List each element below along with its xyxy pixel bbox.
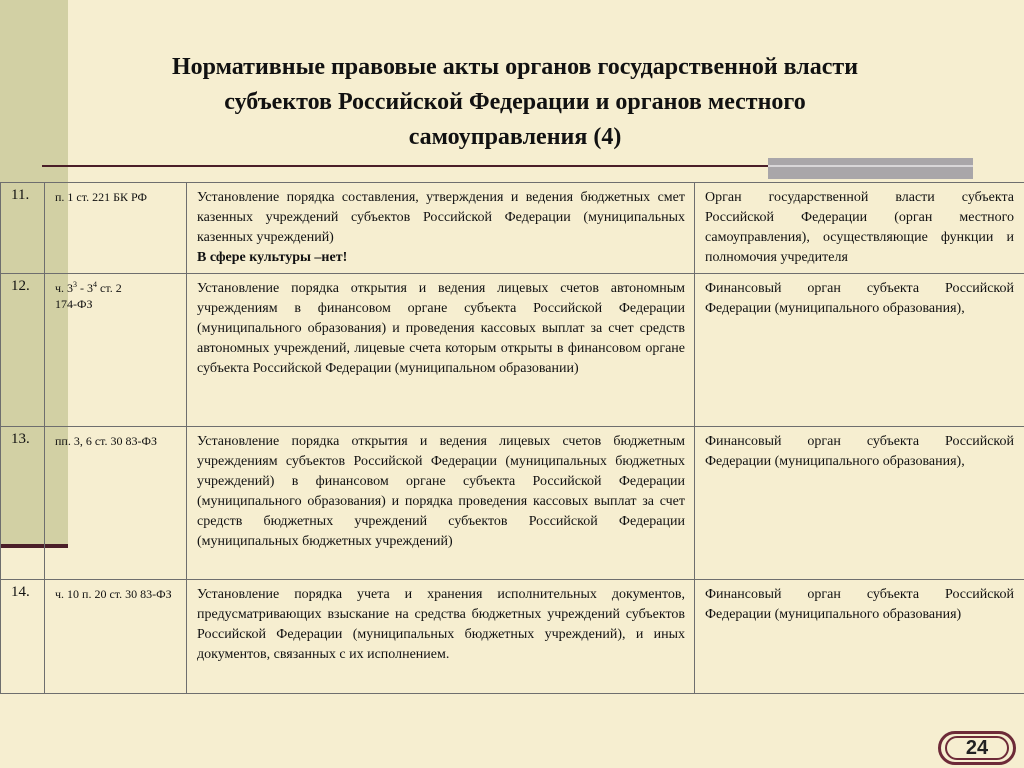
description-note: В сфере культуры –нет! [197, 250, 348, 265]
responsible-body: Финансовый орган субъекта Российской Федерации (муниципального образования), [695, 427, 1024, 580]
page-title [80, 50, 950, 155]
responsible-body: Финансовый орган субъекта Российской Федерации (муниципального образования) [695, 580, 1024, 694]
legal-reference: ч. 10 п. 20 ст. 30 83-ФЗ [45, 580, 187, 694]
responsible-body: Финансовый орган субъекта Российской Федерации (муниципального образования), [695, 274, 1024, 427]
title-line-3: самоуправления (4) [408, 124, 622, 150]
table-row [1, 274, 1024, 427]
page-number: 24 [945, 736, 1009, 760]
row-number: 14. [1, 580, 45, 694]
legal-acts-table [0, 182, 1024, 694]
legal-reference: п. 1 ст. 221 БК РФ [45, 183, 187, 274]
legal-reference: пп. 3, 6 ст. 30 83-ФЗ [45, 427, 187, 580]
page-number-badge [938, 731, 1016, 765]
act-description: Установление порядка открытия и ведения лицевых счетов автономным учреждениям в финансовом органе субъекта Российской Федерации (муниципального образования) и проведения кассовых выплат за счет средств автономных учреждений, лицевые счета которым открыты в финансовом органе субъекта Российской Федерации (муниципальном образовании) [187, 274, 695, 427]
table-row [1, 183, 1024, 274]
table-row [1, 580, 1024, 694]
table-row [1, 427, 1024, 580]
act-description [187, 183, 695, 274]
divider-accent-block [768, 158, 973, 179]
title-line-2: субъектов Российской Федерации и органов местного [224, 89, 806, 115]
row-number: 11. [1, 183, 45, 274]
row-number: 13. [1, 427, 45, 580]
description-text: Установление порядка составления, утверждения и ведения бюджетных смет казенных учреждений субъектов Российской Федерации (муниципальных казенных учреждений) [197, 190, 685, 245]
legal-reference: ч. $3^3 - 3^4$ ст. 2 174-ФЗ [45, 274, 187, 427]
act-description: Установление порядка учета и хранения исполнительных документов, предусматривающих взыскание на средства бюджетных учреждений субъектов Российской Федерации (муниципальных бюджетных учреждений), и иных документов, связанных с их исполнением. [187, 580, 695, 694]
responsible-body: Орган государственной власти субъекта Российской Федерации (орган местного самоуправления), осуществляющие функции и полномочия учредителя [695, 183, 1024, 274]
title-line-1: Нормативные правовые акты органов государственной власти [171, 54, 859, 80]
act-description: Установление порядка открытия и ведения лицевых счетов бюджетным учреждениям субъектов Российской Федерации (муниципальных бюджетных учреждений) в финансовом органе субъекта Российской Федерации (муниципального образования) и порядка проведения кассовых выплат за счет средств бюджетных учреждений субъектов Российской Федерации (муниципальных бюджетных учреждений) [187, 427, 695, 580]
row-number: 12. [1, 274, 45, 427]
